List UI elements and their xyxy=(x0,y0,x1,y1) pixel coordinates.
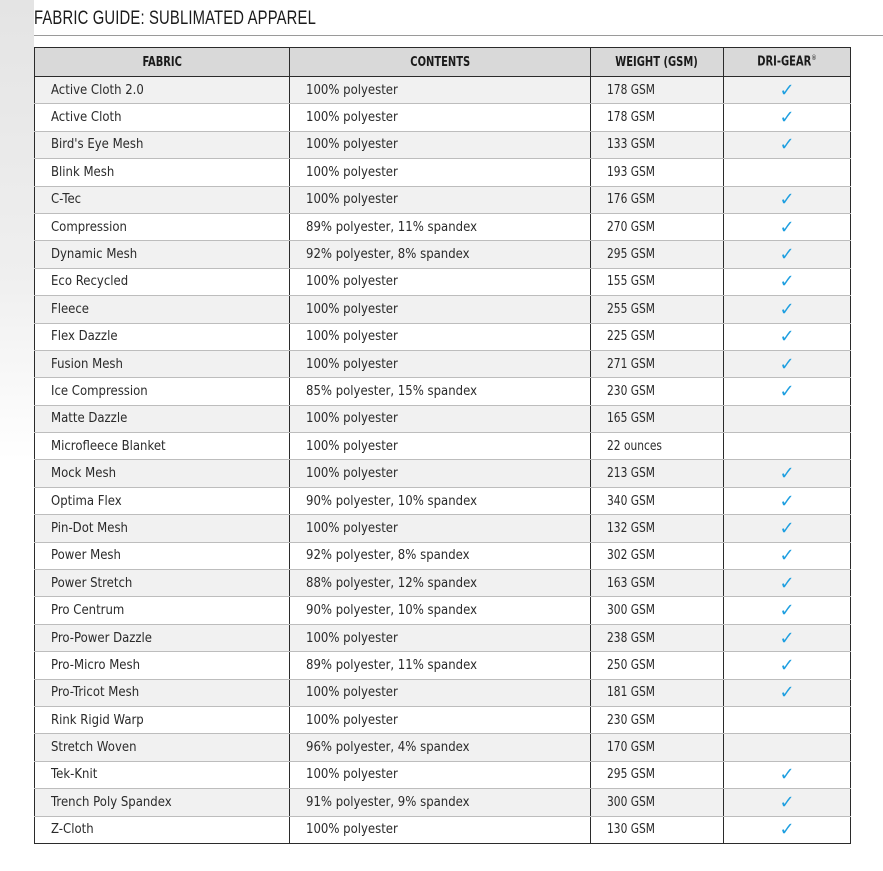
dri-gear-cell xyxy=(724,624,851,651)
weight-cell xyxy=(591,350,724,377)
dri-gear-cell xyxy=(724,186,851,213)
weight-cell xyxy=(591,268,724,295)
page-title: FABRIC GUIDE: SUBLIMATED APPAREL xyxy=(34,8,316,29)
weight-text: 302 GSM xyxy=(607,548,655,564)
contents-text: 100% polyester xyxy=(306,520,398,536)
dri-gear-cell xyxy=(724,460,851,487)
checkmark-icon: ✓ xyxy=(779,682,795,704)
weight-text: 132 GSM xyxy=(607,520,655,536)
contents-cell xyxy=(290,159,591,186)
table-row xyxy=(35,542,851,569)
dri-gear-cell xyxy=(724,734,851,761)
weight-text: 178 GSM xyxy=(607,82,655,98)
contents-text: 100% polyester xyxy=(306,301,398,317)
contents-text: 100% polyester xyxy=(306,274,398,290)
contents-text: 85% polyester, 15% spandex xyxy=(306,383,477,399)
table-row xyxy=(35,104,851,131)
weight-cell xyxy=(591,159,724,186)
weight-text: 163 GSM xyxy=(607,575,655,591)
checkmark-icon: ✓ xyxy=(779,572,795,594)
dri-gear-cell xyxy=(724,570,851,597)
dri-gear-cell xyxy=(724,378,851,405)
contents-cell xyxy=(290,433,591,460)
header-weight xyxy=(591,48,724,77)
contents-text: 100% polyester xyxy=(306,466,398,482)
table-row xyxy=(35,186,851,213)
fabric-name-cell xyxy=(35,131,290,158)
fabric-name: Microfleece Blanket xyxy=(51,438,166,454)
weight-cell xyxy=(591,241,724,268)
contents-cell xyxy=(290,789,591,816)
weight-cell xyxy=(591,570,724,597)
table-row xyxy=(35,241,851,268)
dri-gear-cell xyxy=(724,597,851,624)
contents-cell xyxy=(290,597,591,624)
weight-text: 213 GSM xyxy=(607,466,655,482)
fabric-name: Dynamic Mesh xyxy=(51,247,138,263)
table-row xyxy=(35,652,851,679)
title-divider xyxy=(34,35,883,36)
dri-gear-cell xyxy=(724,213,851,240)
header-fabric xyxy=(35,48,290,77)
checkmark-icon: ✓ xyxy=(779,216,795,238)
weight-cell xyxy=(591,213,724,240)
checkmark-icon: ✓ xyxy=(779,654,795,676)
weight-cell xyxy=(591,679,724,706)
fabric-guide-table xyxy=(34,47,851,844)
weight-text: 133 GSM xyxy=(607,137,655,153)
contents-cell xyxy=(290,268,591,295)
fabric-name: Compression xyxy=(51,219,127,235)
fabric-name-cell xyxy=(35,487,290,514)
table-row xyxy=(35,761,851,788)
contents-cell xyxy=(290,624,591,651)
fabric-name-cell xyxy=(35,460,290,487)
contents-cell xyxy=(290,131,591,158)
dri-gear-cell xyxy=(724,405,851,432)
checkmark-icon: ✓ xyxy=(779,380,795,402)
fabric-name: Mock Mesh xyxy=(51,466,116,482)
weight-cell xyxy=(591,296,724,323)
dri-gear-cell xyxy=(724,652,851,679)
contents-text: 100% polyester xyxy=(306,82,398,98)
fabric-name-cell xyxy=(35,734,290,761)
checkmark-icon: ✓ xyxy=(779,819,795,841)
checkmark-icon: ✓ xyxy=(779,244,795,266)
table-row xyxy=(35,433,851,460)
fabric-name-cell xyxy=(35,378,290,405)
table-row xyxy=(35,789,851,816)
weight-text: 193 GSM xyxy=(607,164,655,180)
fabric-name: Fleece xyxy=(51,301,90,317)
fabric-name: Active Cloth 2.0 xyxy=(51,82,144,98)
fabric-name-cell xyxy=(35,350,290,377)
contents-cell xyxy=(290,460,591,487)
weight-text: 176 GSM xyxy=(607,192,655,208)
table-row xyxy=(35,350,851,377)
fabric-name: Power Stretch xyxy=(51,575,133,591)
fabric-name-cell xyxy=(35,624,290,651)
weight-cell xyxy=(591,186,724,213)
weight-text: 340 GSM xyxy=(607,493,655,509)
weight-text: 181 GSM xyxy=(607,685,655,701)
header-row xyxy=(35,48,851,77)
dri-gear-cell xyxy=(724,350,851,377)
weight-text: 178 GSM xyxy=(607,110,655,126)
contents-cell xyxy=(290,378,591,405)
weight-cell xyxy=(591,597,724,624)
contents-cell xyxy=(290,652,591,679)
weight-text: 230 GSM xyxy=(607,712,655,728)
table-body xyxy=(35,77,851,844)
weight-cell xyxy=(591,515,724,542)
dri-gear-cell xyxy=(724,104,851,131)
dri-gear-cell xyxy=(724,77,851,104)
contents-cell xyxy=(290,104,591,131)
header-weight-label: WEIGHT (GSM) xyxy=(615,54,699,70)
contents-text: 100% polyester xyxy=(306,356,398,372)
weight-cell xyxy=(591,378,724,405)
weight-text: 170 GSM xyxy=(607,740,655,756)
contents-cell xyxy=(290,706,591,733)
weight-text: 238 GSM xyxy=(607,630,655,646)
fabric-name-cell xyxy=(35,323,290,350)
table-row xyxy=(35,597,851,624)
dri-gear-cell xyxy=(724,323,851,350)
fabric-name-cell xyxy=(35,433,290,460)
fabric-name-cell xyxy=(35,77,290,104)
header-dri-gear xyxy=(724,48,851,77)
weight-text: 165 GSM xyxy=(607,411,655,427)
fabric-name-cell xyxy=(35,816,290,843)
contents-cell xyxy=(290,296,591,323)
weight-text: 271 GSM xyxy=(607,356,655,372)
weight-cell xyxy=(591,460,724,487)
checkmark-icon: ✓ xyxy=(779,189,795,211)
fabric-name: Z-Cloth xyxy=(51,822,94,838)
table-row xyxy=(35,77,851,104)
table-row xyxy=(35,460,851,487)
contents-text: 90% polyester, 10% spandex xyxy=(306,493,477,509)
fabric-name-cell xyxy=(35,241,290,268)
weight-text: 22 ounces xyxy=(607,438,662,454)
weight-text: 300 GSM xyxy=(607,794,655,810)
table-row xyxy=(35,405,851,432)
table-header xyxy=(35,48,851,77)
weight-cell xyxy=(591,405,724,432)
checkmark-icon: ✓ xyxy=(779,600,795,622)
contents-cell xyxy=(290,350,591,377)
checkmark-icon: ✓ xyxy=(779,627,795,649)
fabric-name: Pin-Dot Mesh xyxy=(51,520,128,536)
contents-text: 100% polyester xyxy=(306,685,398,701)
weight-text: 130 GSM xyxy=(607,822,655,838)
contents-text: 88% polyester, 12% spandex xyxy=(306,575,477,591)
contents-text: 90% polyester, 10% spandex xyxy=(306,603,477,619)
dri-gear-cell xyxy=(724,159,851,186)
weight-text: 295 GSM xyxy=(607,767,655,783)
weight-text: 270 GSM xyxy=(607,219,655,235)
contents-cell xyxy=(290,213,591,240)
contents-cell xyxy=(290,487,591,514)
table-row xyxy=(35,706,851,733)
dri-gear-cell xyxy=(724,816,851,843)
weight-cell xyxy=(591,652,724,679)
registered-mark: ® xyxy=(811,54,817,63)
page-edge-shading xyxy=(0,0,34,460)
fabric-name: Ice Compression xyxy=(51,383,148,399)
contents-cell xyxy=(290,542,591,569)
dri-gear-cell xyxy=(724,789,851,816)
table-row xyxy=(35,679,851,706)
weight-cell xyxy=(591,131,724,158)
checkmark-icon: ✓ xyxy=(779,463,795,485)
fabric-name-cell xyxy=(35,597,290,624)
checkmark-icon: ✓ xyxy=(779,326,795,348)
contents-text: 92% polyester, 8% spandex xyxy=(306,548,470,564)
weight-cell xyxy=(591,624,724,651)
fabric-name: Pro-Power Dazzle xyxy=(51,630,153,646)
weight-cell xyxy=(591,487,724,514)
weight-cell xyxy=(591,542,724,569)
contents-cell xyxy=(290,570,591,597)
table-row xyxy=(35,570,851,597)
weight-cell xyxy=(591,77,724,104)
fabric-name: Matte Dazzle xyxy=(51,411,128,427)
fabric-name-cell xyxy=(35,405,290,432)
header-dri-gear-label: DRI-GEAR xyxy=(757,54,812,70)
fabric-name-cell xyxy=(35,515,290,542)
weight-text: 300 GSM xyxy=(607,603,655,619)
weight-text: 230 GSM xyxy=(607,383,655,399)
table-row xyxy=(35,213,851,240)
contents-cell xyxy=(290,816,591,843)
contents-text: 91% polyester, 9% spandex xyxy=(306,794,470,810)
weight-text: 255 GSM xyxy=(607,301,655,317)
fabric-name: Stretch Woven xyxy=(51,740,137,756)
dri-gear-cell xyxy=(724,706,851,733)
weight-text: 250 GSM xyxy=(607,657,655,673)
fabric-name-cell xyxy=(35,706,290,733)
table-row xyxy=(35,159,851,186)
contents-text: 89% polyester, 11% spandex xyxy=(306,219,477,235)
dri-gear-cell xyxy=(724,296,851,323)
contents-text: 100% polyester xyxy=(306,164,398,180)
checkmark-icon: ✓ xyxy=(779,764,795,786)
fabric-name: Pro-Micro Mesh xyxy=(51,657,141,673)
dri-gear-cell xyxy=(724,433,851,460)
fabric-name: C-Tec xyxy=(51,192,82,208)
fabric-name: Fusion Mesh xyxy=(51,356,123,372)
weight-cell xyxy=(591,789,724,816)
weight-text: 155 GSM xyxy=(607,274,655,290)
fabric-name: Pro-Tricot Mesh xyxy=(51,685,140,701)
fabric-name: Trench Poly Spandex xyxy=(51,794,172,810)
weight-cell xyxy=(591,706,724,733)
weight-cell xyxy=(591,734,724,761)
table-row xyxy=(35,131,851,158)
fabric-name-cell xyxy=(35,104,290,131)
contents-text: 100% polyester xyxy=(306,767,398,783)
fabric-name: Bird's Eye Mesh xyxy=(51,137,144,153)
fabric-name: Eco Recycled xyxy=(51,274,129,290)
checkmark-icon: ✓ xyxy=(779,517,795,539)
fabric-name-cell xyxy=(35,159,290,186)
fabric-name-cell xyxy=(35,570,290,597)
fabric-name: Flex Dazzle xyxy=(51,329,118,345)
fabric-name-cell xyxy=(35,789,290,816)
table-row xyxy=(35,624,851,651)
fabric-name: Active Cloth xyxy=(51,110,122,126)
contents-text: 92% polyester, 8% spandex xyxy=(306,247,470,263)
table-row xyxy=(35,268,851,295)
contents-cell xyxy=(290,679,591,706)
fabric-name: Optima Flex xyxy=(51,493,122,509)
contents-cell xyxy=(290,405,591,432)
table-row xyxy=(35,378,851,405)
contents-cell xyxy=(290,761,591,788)
contents-cell xyxy=(290,323,591,350)
fabric-name-cell xyxy=(35,213,290,240)
contents-text: 100% polyester xyxy=(306,137,398,153)
contents-cell xyxy=(290,734,591,761)
fabric-name-cell xyxy=(35,296,290,323)
fabric-name-cell xyxy=(35,679,290,706)
table-row xyxy=(35,487,851,514)
contents-cell xyxy=(290,241,591,268)
checkmark-icon: ✓ xyxy=(779,490,795,512)
weight-cell xyxy=(591,816,724,843)
checkmark-icon: ✓ xyxy=(779,271,795,293)
table-row xyxy=(35,816,851,843)
dri-gear-cell xyxy=(724,679,851,706)
fabric-name-cell xyxy=(35,186,290,213)
table-row xyxy=(35,323,851,350)
table-row xyxy=(35,515,851,542)
contents-cell xyxy=(290,186,591,213)
checkmark-icon: ✓ xyxy=(779,298,795,320)
fabric-name: Power Mesh xyxy=(51,548,121,564)
checkmark-icon: ✓ xyxy=(779,545,795,567)
dri-gear-cell xyxy=(724,131,851,158)
fabric-name: Blink Mesh xyxy=(51,164,115,180)
weight-cell xyxy=(591,323,724,350)
contents-text: 100% polyester xyxy=(306,712,398,728)
contents-text: 89% polyester, 11% spandex xyxy=(306,657,477,673)
dri-gear-cell xyxy=(724,268,851,295)
weight-cell xyxy=(591,104,724,131)
weight-text: 295 GSM xyxy=(607,247,655,263)
checkmark-icon: ✓ xyxy=(779,353,795,375)
checkmark-icon: ✓ xyxy=(779,79,795,101)
dri-gear-cell xyxy=(724,487,851,514)
contents-text: 100% polyester xyxy=(306,411,398,427)
checkmark-icon: ✓ xyxy=(779,791,795,813)
header-fabric-label: FABRIC xyxy=(142,54,182,70)
contents-text: 100% polyester xyxy=(306,329,398,345)
fabric-name-cell xyxy=(35,761,290,788)
table-row xyxy=(35,296,851,323)
checkmark-icon: ✓ xyxy=(779,107,795,129)
dri-gear-cell xyxy=(724,761,851,788)
dri-gear-cell xyxy=(724,515,851,542)
contents-text: 100% polyester xyxy=(306,438,398,454)
contents-cell xyxy=(290,77,591,104)
contents-text: 100% polyester xyxy=(306,110,398,126)
fabric-name-cell xyxy=(35,268,290,295)
contents-text: 96% polyester, 4% spandex xyxy=(306,740,470,756)
fabric-name: Rink Rigid Warp xyxy=(51,712,144,728)
contents-text: 100% polyester xyxy=(306,192,398,208)
checkmark-icon: ✓ xyxy=(779,134,795,156)
contents-text: 100% polyester xyxy=(306,822,398,838)
weight-cell xyxy=(591,761,724,788)
header-contents xyxy=(290,48,591,77)
weight-cell xyxy=(591,433,724,460)
fabric-name-cell xyxy=(35,652,290,679)
dri-gear-cell xyxy=(724,542,851,569)
header-contents-label: CONTENTS xyxy=(410,54,470,70)
contents-text: 100% polyester xyxy=(306,630,398,646)
fabric-name-cell xyxy=(35,542,290,569)
dri-gear-cell xyxy=(724,241,851,268)
fabric-name: Tek-Knit xyxy=(51,767,98,783)
table-row xyxy=(35,734,851,761)
contents-cell xyxy=(290,515,591,542)
weight-text: 225 GSM xyxy=(607,329,655,345)
fabric-name: Pro Centrum xyxy=(51,603,125,619)
